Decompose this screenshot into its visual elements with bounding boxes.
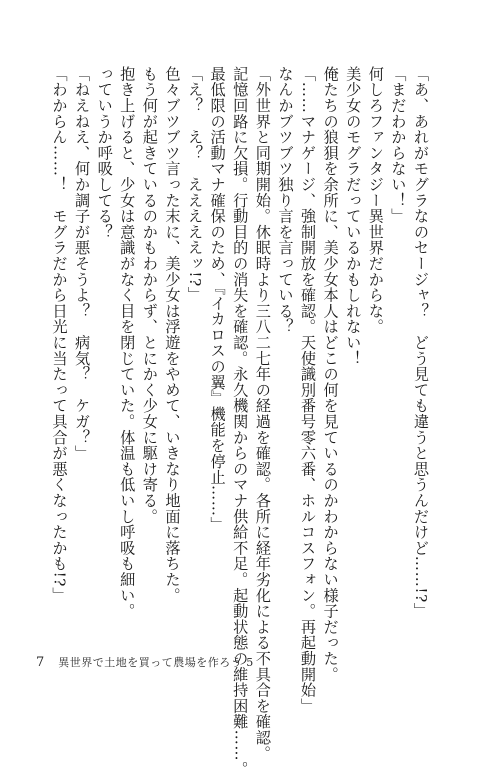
text-line: 「……マナゲージ、強制開放を確認。天使識別番号零六番、ホルコスフォン。再起動開始」 [299,66,318,714]
text-line: 最低限の活動マナ確保のため、『イカロスの翼』機能を停止……」 [208,66,227,533]
text-line: 「ねえねえ、何か調子が悪そうよ？ 病気？ ケガ？」 [73,66,92,461]
page-footer [36,654,254,670]
text-line: 「え？ え？ えええええッ!?」 [186,66,205,303]
text-line: 「まだわからない！」 [389,66,408,224]
text-line: 俺たちの狼狽を余所に、美少女本人はどこの何を見ているのかわからない様子だった。 [321,66,340,683]
text-line: 「あ、あれがモグラなのセージャ？ どう見ても違うと思うんだけど……!?」 [412,66,430,619]
book-title: 異世界で土地を買って農場を作ろう 5 [58,656,254,669]
text-line: もう何が起きているのかもわからず、とにかく少女に駆け寄る。 [140,66,159,525]
text-line: なんかブツブツ独り言を言っている？ [276,66,295,335]
text-line: 何しろファンタジー異世界だからな。 [366,66,385,335]
text-line: 色々ブツブツ言った末に、美少女は浮遊をやめて、いきなり地面に落ちた。 [163,66,182,604]
page-number: 7 [36,655,45,670]
text-line: っていうか呼吸してる？ [95,66,114,240]
text-line: 「わからん……！ モグラだから日光に当たって具合が悪くなったかも!?」 [50,66,69,603]
text-line: 記憶回路に欠損。行動目的の消失を確認。永久機関からのマナ供給不足。起動状態の維持困難……。 [231,66,250,777]
text-line: 抱き上げると、少女は意識がなく目を閉じていた。体温も低いし呼吸も細い。 [118,66,137,619]
text-line: 「外世界と同期開始。休眠時より三八二七年の経過を確認。各所に経年劣化による不具合を確認。 [253,66,272,762]
text-line: 美少女のモグラだっているかもしれない！ [344,66,363,367]
